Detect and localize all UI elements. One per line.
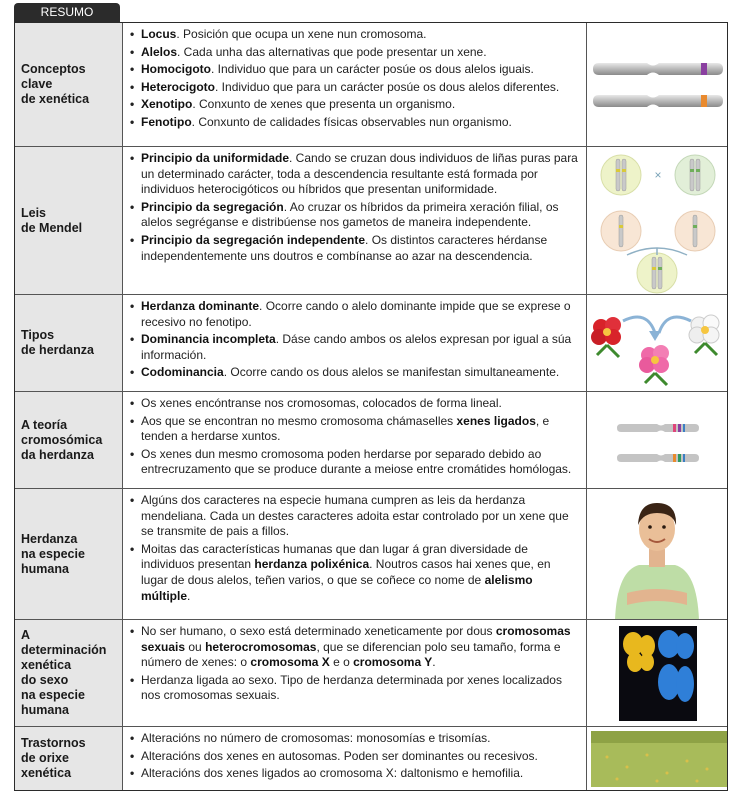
list-item: • Principio da uniformidade. Cando se cruzan dous individuos de liñas puras para un determinado carácter, toda a descendencia resultante está formada por individuos heterocigóticos ou híbridos que presentan uniformidade. bbox=[129, 151, 580, 198]
row-determinacion-sexo bbox=[15, 619, 727, 726]
list-item: • Locus. Posición que ocupa un xene nun cromosoma. bbox=[129, 27, 580, 43]
row-teoria-cromosomica bbox=[15, 391, 727, 488]
sex-chromosomes-micrograph bbox=[587, 620, 727, 726]
list-item: • Dominancia incompleta. Dáse cando ambos os alelos expresan por igual a súa información. bbox=[129, 332, 580, 363]
list-item: • Homocigoto. Individuo que para un carácter posúe os dous alelos iguais. bbox=[129, 62, 580, 78]
row-label: A teoría cromosómica da herdanza bbox=[21, 417, 103, 462]
list-item: • Herdanza dominante. Ocorre cando o alelo dominante impide que se exprese o recesivo no fenotipo. bbox=[129, 299, 580, 330]
field-photo bbox=[587, 727, 727, 790]
row-label: Leis de Mendel bbox=[21, 205, 83, 235]
list-item: • Fenotipo. Conxunto de calidades físicas observables nun organismo. bbox=[129, 115, 580, 131]
row-content bbox=[123, 147, 587, 294]
chromosome-pair-image bbox=[587, 23, 727, 146]
list-item: • Principio da segregación independente. Os distintos caracteres hérdanse independentemente uns doutros e combínanse ao azar na descendencia. bbox=[129, 233, 580, 264]
list-item: • Algúns dos caracteres na especie humana cumpren as leis da herdanza mendeliana. Cada un destes caracteres adoita estar controlado por un xene que se transmite de pais a fillos. bbox=[129, 493, 580, 540]
list-item: • Xenotipo. Conxunto de xenes que presenta un organismo. bbox=[129, 97, 580, 113]
list-item: • Alteracións dos xenes en autosomas. Poden ser dominantes ou recesivos. bbox=[129, 749, 580, 765]
row-label: Trastornos de orixe xenética bbox=[21, 736, 86, 780]
list-item: • Alelos. Cada unha das alternativas que pode presentar un xene. bbox=[129, 45, 580, 61]
red-flower-icon bbox=[591, 317, 621, 357]
list-item: • Aos que se encontran no mesmo cromosoma chámaselles xenes ligados, e tenden a herdarse xuntos. bbox=[129, 414, 580, 445]
row-content bbox=[123, 620, 587, 726]
flowers-image bbox=[587, 295, 727, 391]
cross-symbol: × bbox=[654, 168, 662, 182]
row-label: Conceptos clave de xenética bbox=[21, 62, 90, 106]
row-trastornos bbox=[15, 726, 727, 790]
row-label: Tipos de herdanza bbox=[21, 328, 94, 357]
row-label: Herdanza na especie humana bbox=[21, 531, 85, 576]
list-item: • Alteracións no número de cromosomas: monosomías e trisomías. bbox=[129, 731, 580, 747]
linked-genes-chromosome-image bbox=[587, 392, 727, 488]
list-item: • Os xenes dun mesmo cromosoma poden herdarse por separado debido ao entrecruzamento que se produce durante a meiose entre cromátides homólogas. bbox=[129, 447, 580, 478]
list-item: • Codominancia. Ocorre cando os dous alelos se manifestan simultaneamente. bbox=[129, 365, 580, 381]
list-item: • Moitas das características humanas que dan lugar á gran diversidade de individuos presentan herdanza polixénica. Noutros casos hai xenes que, en lugar de dous alelos, teñen varios, o que se coñece co nome de alelismo múltiple. bbox=[129, 542, 580, 604]
row-conceptos bbox=[15, 23, 727, 146]
row-content bbox=[123, 295, 587, 391]
row-content bbox=[123, 727, 587, 790]
row-mendel bbox=[15, 146, 727, 294]
summary-table bbox=[14, 22, 728, 791]
list-item: • Herdanza ligada ao sexo. Tipo de herdanza determinada por xenes localizados nos cromosomas sexuais. bbox=[129, 673, 580, 704]
mendel-cross-diagram bbox=[587, 147, 727, 294]
teenager-photo bbox=[587, 489, 727, 619]
list-item: • Heterocigoto. Individuo que para un carácter posúe os dous alelos diferentes. bbox=[129, 80, 580, 96]
row-content bbox=[123, 489, 587, 619]
row-content bbox=[123, 23, 587, 146]
pink-flower-icon bbox=[639, 345, 669, 385]
white-flower-icon bbox=[689, 315, 719, 355]
list-item: • Alteracións dos xenes ligados ao cromosoma X: daltonismo e hemofilia. bbox=[129, 766, 580, 782]
row-content bbox=[123, 392, 587, 488]
summary-tab: RESUMO bbox=[14, 3, 120, 22]
row-label: A determinación xenética do sexo na especie humana bbox=[21, 628, 107, 717]
list-item: • Os xenes encóntranse nos cromosomas, colocados de forma lineal. bbox=[129, 396, 580, 412]
row-tipos-herdanza bbox=[15, 294, 727, 391]
row-herdanza-humana bbox=[15, 488, 727, 619]
list-item: • No ser humano, o sexo está determinado xeneticamente por dous cromosomas sexuais ou heterocromosomas, que se diferencian polo seu tamaño, forma e número de xenes: o cromosoma X e o cromosoma Y. bbox=[129, 624, 580, 671]
list-item: • Principio da segregación. Ao cruzar os híbridos da primeira xeración filial, os alelos segréganse e distribúense nos gametos de maneira independente. bbox=[129, 200, 580, 231]
